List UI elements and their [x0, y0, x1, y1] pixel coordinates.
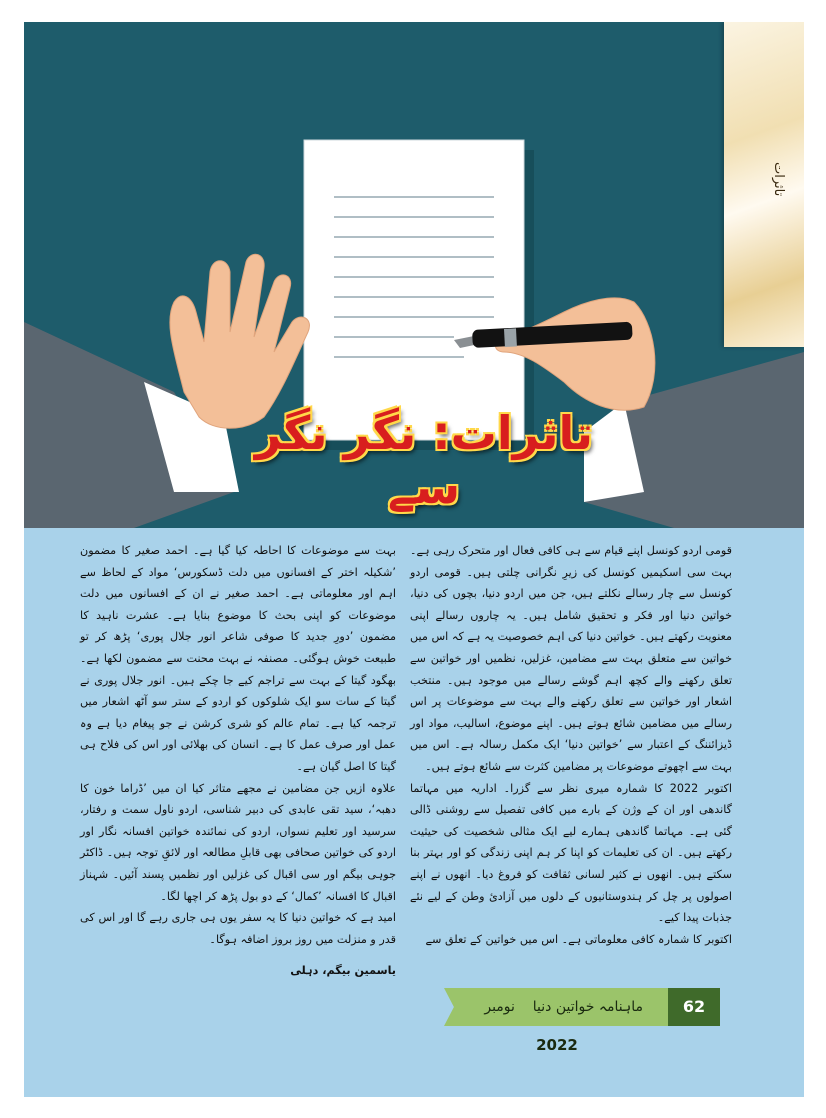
footer-issue-info	[450, 988, 664, 1054]
footer-month: نومبر	[484, 999, 515, 1015]
paragraph: اکتوبر کا شمارہ کافی معلوماتی ہے۔ اس میں خواتین کے تعلق سے	[425, 932, 732, 946]
article-headline: تاثرات: نگر نگر سے	[254, 406, 594, 514]
hero-illustration	[24, 22, 804, 528]
magazine-page	[24, 22, 804, 1097]
paragraph: اکتوبر 2022 کا شمارہ میری نظر سے گزرا۔ اداریہ میں مہاتما گاندھی اور ان کے وژن کے بارے میں کافی تفصیل سے روشنی ڈالی گئی ہے۔ مہاتما گاندھی ہمارے لیے ایک مثالی شخصیت کی حیثیت رکھتے ہیں۔ ان کی تعلیمات کو اپنا کر ہم اپنی زندگی کو اور بہتر بنا سکتے ہیں۔ انھوں نے کثیر لسانی ثقافت کو فروغ دیا۔ انھوں نے اپنے اصولوں پر چل کر ہندوستانیوں کے دلوں میں آزادیٔ وطن کے لیے نئے جذبات پیدا کیے۔	[410, 781, 732, 925]
paragraph: علاوہ ازیں جن مضامین نے مجھے متاثر کیا ان میں ’ڈراما خون کا دھبہ‘، سید تقی عابدی کی دبیر شناسی، اردو ناول سمت و رفتار، سرسید اور تعلیم نسواں، اردو کی نمائندہ خواتین افسانہ نگار اور اردو کی خواتین صحافی بھی قابلِ مطالعہ اور لائقِ توجہ ہیں۔ ڈاکٹر جوہی بیگم اور سی اقبال کی غزلیں اور نظمیں پسند آئیں۔ شہناز اقبال کا افسانہ ’کمال‘ کے دو بول پڑھ کر اچھا لگا۔	[80, 781, 396, 903]
paragraph: امید ہے کہ خواتین دنیا کا یہ سفر یوں ہی جاری رہے گا اور اس کی قدر و منزلت میں روز بروز اضافہ ہوگا۔	[80, 911, 396, 946]
page-number: 62	[668, 988, 720, 1026]
column-left	[80, 540, 396, 982]
column-right	[410, 540, 732, 950]
author-signature: یاسمین بیگم، دہلی	[290, 964, 396, 978]
paragraph: قومی اردو کونسل اپنے قیام سے ہی کافی فعال اور متحرک رہی ہے۔ بہت سی اسکیمیں کونسل کی زیرِ نگرانی چلتی ہیں۔ قومی اردو کونسل سے چار رسالے نکلتے ہیں، جن میں اردو دنیا، بچوں کی دنیا، خواتین دنیا اور فکر و تحقیق شامل ہیں۔ یہ چاروں رسالے اپنی معنویت رکھتے ہیں۔ خواتین دنیا کی اہم خصوصیت یہ ہے کہ اس میں خواتین سے متعلق بہت سے مضامین، غزلیں، نظمیں اور خواتین سے تعلق رکھنے والے کچھ اہم گوشے رسالے میں موجود ہیں۔ منتخب اشعار اور خواتین سے تعلق رکھنے والے بہت سے موضوعات پر اس رسالے میں مضامین شائع ہوتے ہیں۔ اپنے موضوع، اسالیب، مواد اور ڈیزائننگ کے اعتبار سے ’خواتین دنیا‘ ایک مکمل رسالہ ہے۔ اس میں بہت سے اچھوتے موضوعات پر مضامین کثرت سے شائع ہوتے ہیں۔	[410, 544, 732, 773]
footer-year: 2022	[536, 1036, 578, 1054]
section-side-tab-label: تاثرات	[771, 162, 786, 197]
paragraph: بہت سے موضوعات کا احاطہ کیا گیا ہے۔ احمد صغیر کا مضمون ’شکیلہ اختر کے افسانوں میں دلت ڈسکورس‘ مواد کے لحاظ سے اہم اور معلوماتی ہے۔ احمد صغیر نے ان کے افسانوں میں دلت موضوعات کو اپنی بحث کا موضوع بنایا ہے۔ عشرت ناہید کا مضمون ’دورِ جدید کا صوفی شاعر انور جلال پوری‘ پڑھ کر تو طبیعت خوش ہوگئی۔ مصنفہ نے بہت محنت سے مضمون لکھا ہے۔ بھگود گیتا کے بہت سے تراجم کیے جا چکے ہیں۔ انور جلال پوری نے گیتا کے سات سو ایک شلوکوں کو اردو کے ستر سو آٹھ اشعار میں ترجمہ کیا ہے۔ تمام عالم کو شری کرشن نے جو پیغام دیا ہے وہ عمل اور صرف عمل کا ہے۔ انسان کی بھلائی اور اس کی فلاح ہی گیتا کا اصل گیان ہے۔	[80, 544, 396, 773]
article-columns	[24, 528, 804, 998]
footer-magazine-name: ماہنامہ خواتین دنیا	[532, 999, 643, 1015]
section-side-tab	[724, 22, 804, 347]
